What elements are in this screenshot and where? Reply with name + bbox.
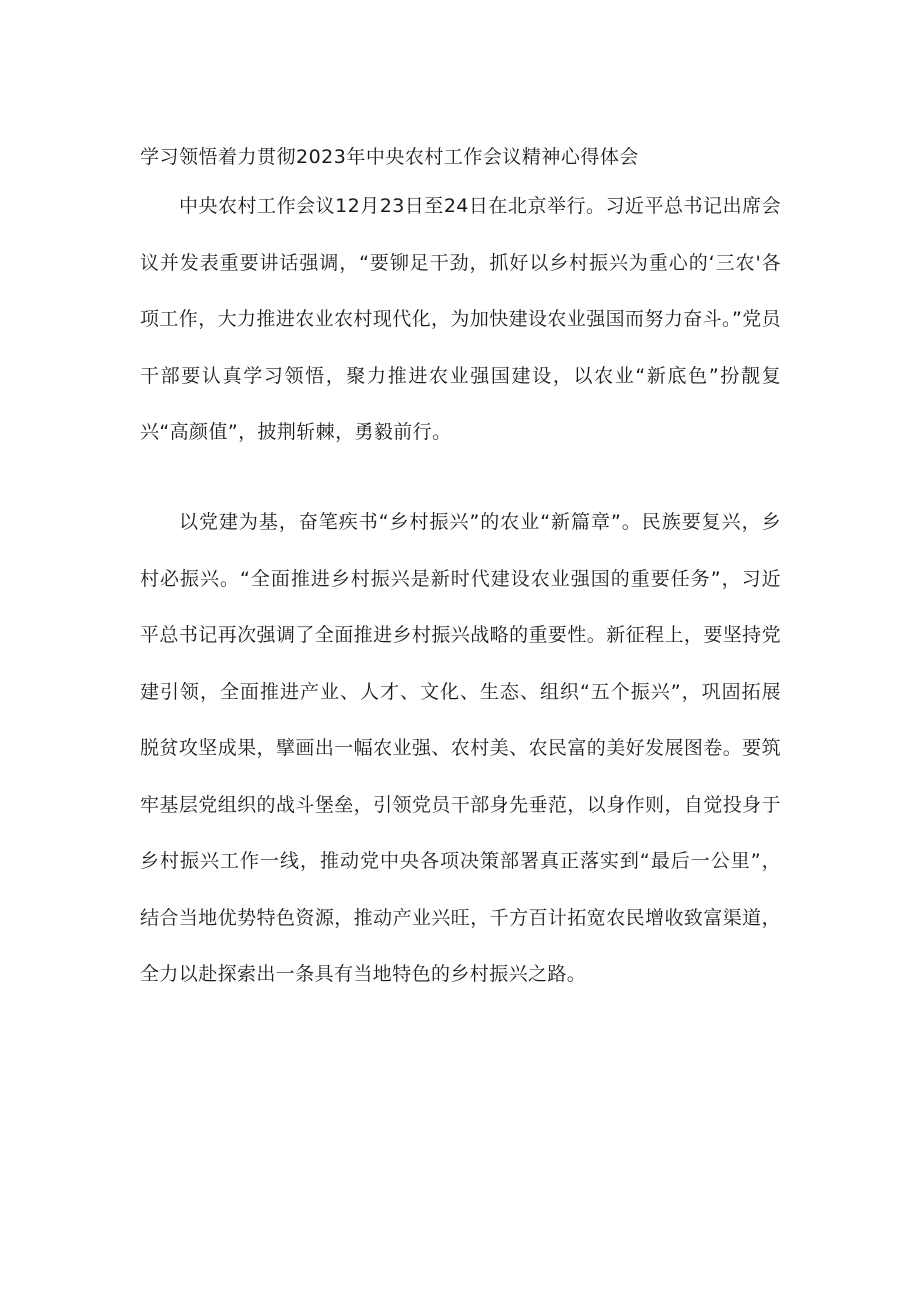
- paragraph-1: 中央农村工作会议12月23日至24日在北京举行。习近平总书记出席会议并发表重要讲话强调，“要铆足干劲，抓好以乡村振兴为重心的‘三农'各项工作，大力推进农业农村现代化，为加快建设农业强国而努力奋斗。”党员干部要认真学习领悟，聚力推进农业强国建设，以农业“新底色”扮靓复兴“高颜值”，披荆斩棘，勇毅前行。: [140, 195, 781, 443]
- document-title: 学习领悟着力贯彻2023年中央农村工作会议精神心得体会: [140, 146, 639, 168]
- paragraph-2: 以党建为基，奋笔疾书“乡村振兴”的农业“新篇章”。民族要复兴，乡村必振兴。“全面推进乡村振兴是新时代建设农业强国的重要任务”，习近平总书记再次强调了全面推进乡村振兴战略的重要性。新征程上，要坚持党建引领，全面推进产业、人才、文化、生态、组织“五个振兴”，巩固拓展脱贫攻坚成果，擘画出一幅农业强、农村美、农民富的美好发展图卷。要筑牢基层党组织的战斗堡垒，引领党员干部身先垂范，以身作则，自觉投身于乡村振兴工作一线，推动党中央各项决策部署真正落实到“最后一公里”，结合当地优势特色资源，推动产业兴旺，千方百计拓宽农民增收致富渠道，全力以赴探索出一条具有当地特色的乡村振兴之路。: [140, 511, 781, 985]
